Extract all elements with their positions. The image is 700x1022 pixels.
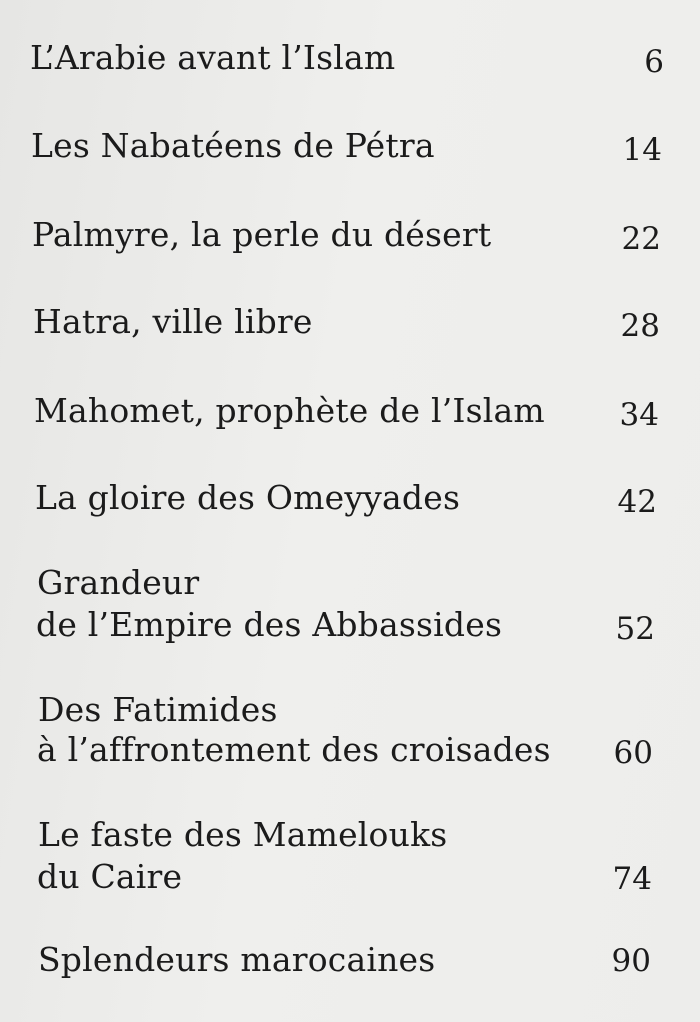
entry-page-number: 90 (611, 943, 651, 979)
entry-page-number: 6 (644, 44, 664, 80)
entry-title-continuation: de l’Empire des Abbassides (36, 605, 503, 644)
entry-page-number: 14 (622, 132, 662, 168)
entry-title: L’Arabie avant l’Islam (30, 38, 396, 77)
entry-title: Les Nabatéens de Pétra (31, 126, 435, 165)
entry-title-continuation: du Caire (37, 857, 183, 896)
entry-title-continuation: à l’affrontement des croisades (37, 730, 551, 769)
entry-page-number: 28 (620, 308, 660, 344)
entry-title: Grandeur (37, 563, 200, 602)
entry-title: Des Fatimides (38, 690, 278, 729)
entry-page-number: 60 (613, 735, 653, 771)
entry-page-number: 74 (612, 861, 652, 897)
entry-title: Le faste des Mamelouks (38, 815, 448, 854)
entry-page-number: 22 (621, 221, 661, 257)
entry-title: Splendeurs marocaines (38, 940, 436, 979)
entry-title: Palmyre, la perle du désert (32, 215, 492, 254)
entry-title: Mahomet, prophète de l’Islam (34, 391, 545, 430)
entry-page-number: 42 (617, 484, 657, 520)
entry-page-number: 52 (615, 611, 655, 647)
entry-page-number: 34 (619, 397, 659, 433)
entry-title: La gloire des Omeyyades (35, 478, 461, 517)
entry-title: Hatra, ville libre (33, 302, 313, 341)
